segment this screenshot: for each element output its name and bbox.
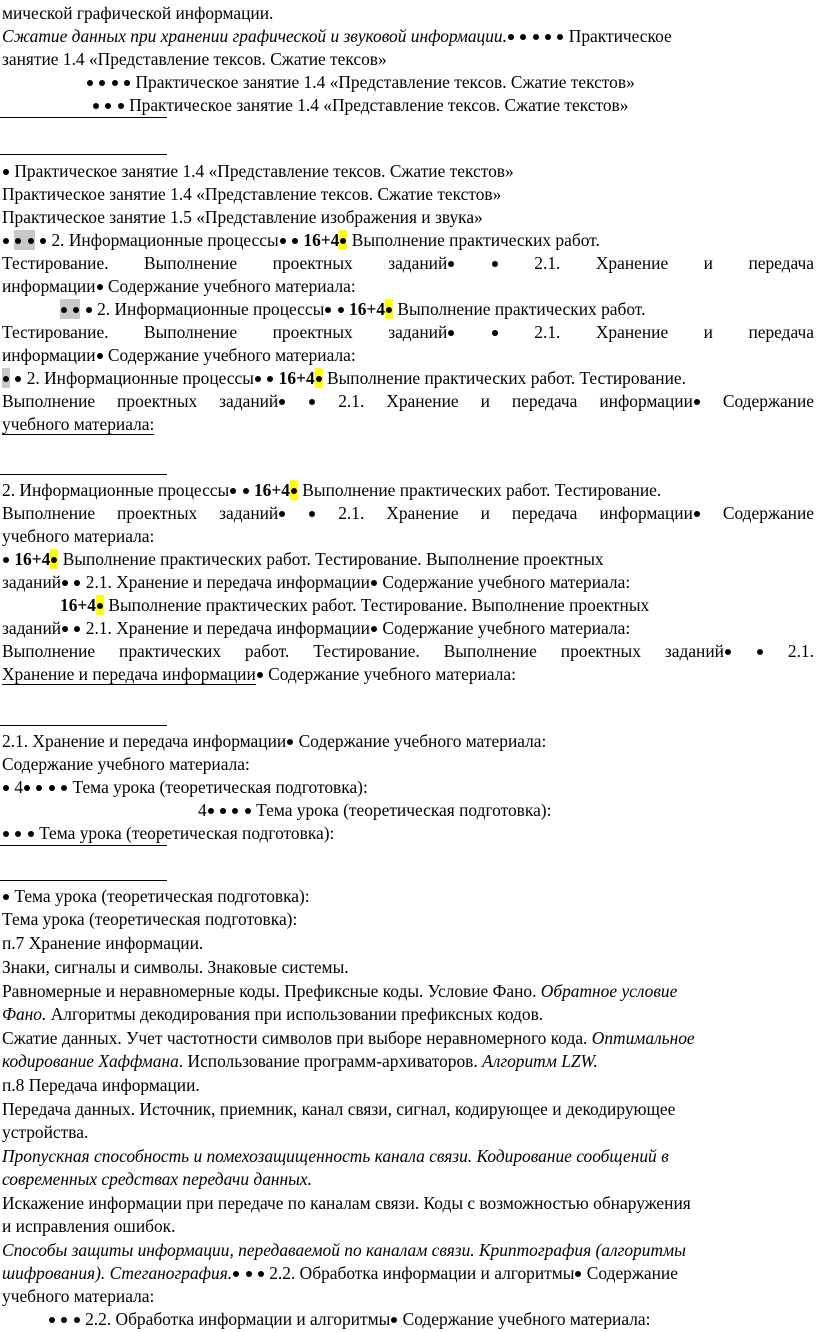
text-line [2, 1074, 814, 1097]
text-line [60, 594, 814, 617]
line-text: и исправления ошибок. [2, 1216, 176, 1236]
bullet-icon [74, 580, 80, 586]
line-text: 2.2. Обработка информации и алгоритмы [269, 1263, 575, 1283]
text-line [48, 1308, 814, 1331]
bullet-icon [93, 103, 99, 109]
line-text: Содержание учебного материала: [107, 345, 356, 365]
line-text: Выполнение практических работ. Тестирование. Выполнение проектных заданий [2, 641, 724, 661]
bullet-icon [28, 831, 34, 837]
hours-label: 16+4 [278, 368, 315, 388]
line-text: Выполнение практических работ. Тестирование. Выполнение проектных [108, 595, 650, 615]
bullet-icon [545, 34, 551, 40]
text-line [2, 367, 814, 390]
text-line [2, 822, 814, 845]
line-text: Равномерные и неравномерные коды. Префиксные коды. Условие Фано. [2, 981, 537, 1001]
line-text: заданий [2, 618, 62, 638]
line-text: Содержание учебного материала: [382, 618, 631, 638]
bullet-icon [287, 739, 293, 745]
text-line [2, 617, 814, 640]
bullet-icon [757, 649, 763, 655]
bullet-icon [3, 169, 9, 175]
bullet-icon [267, 376, 273, 382]
line-text: Практическое [568, 26, 672, 46]
text-line [2, 885, 814, 908]
text-line [2, 908, 814, 931]
line-text: Содержание учебного материала: [107, 276, 356, 296]
bullet-icon [40, 238, 46, 244]
line-text: 2. Информационные процессы [97, 299, 325, 319]
line-text: Содержание [722, 503, 814, 523]
line-text: 2.1. Хранение и передача информации [338, 391, 693, 411]
bullet-icon [118, 103, 124, 109]
bullet-icon [28, 238, 34, 244]
line-text: Тема урока (теоретическая подготовка): [39, 823, 335, 843]
line-text: Содержание [586, 1263, 678, 1283]
line-text: Тема урока (теоретическая подготовка): [256, 800, 552, 820]
line-text: Выполнение практических работ. [397, 299, 646, 319]
line-text: Содержание учебного материала: [298, 731, 547, 751]
bullet-icon [49, 1317, 55, 1323]
bullet-icon [316, 376, 322, 382]
footnote-separator [0, 725, 167, 726]
text-line [2, 548, 814, 571]
text-line [2, 48, 814, 71]
footnote-separator [0, 117, 167, 118]
section-heading: п.7 Хранение информации. [2, 933, 204, 953]
text-line [2, 956, 814, 979]
bullet-icon [61, 785, 67, 791]
bullet-icon [492, 261, 498, 267]
line-text: Практическое занятие 1.4 «Представление тексов. Сжатие текстов» [129, 95, 629, 115]
bullet-icon [386, 307, 392, 313]
bullet-icon [15, 376, 21, 382]
bullet-icon [533, 34, 539, 40]
bullet-icon [230, 488, 236, 494]
text-line [2, 275, 814, 298]
bullet-icon [448, 261, 454, 267]
line-text: учебного материала: [2, 1286, 155, 1306]
line-text: 2. Информационные процессы [2, 480, 230, 500]
line-text: Выполнение практических работ. Тестирование. [302, 480, 662, 500]
text-line [2, 1145, 814, 1168]
line-text: Алгоритмы декодирования при использовании префиксных кодов. [50, 1004, 544, 1024]
bullet-icon [340, 238, 346, 244]
line-text: заданий [2, 572, 62, 592]
bullet-icon [86, 307, 92, 313]
bullet-icon [3, 557, 9, 563]
bullet-icon [279, 399, 285, 405]
line-text: информации [2, 345, 96, 365]
text-line [2, 1027, 814, 1050]
bullet-icon [338, 307, 344, 313]
bullet-icon [3, 894, 9, 900]
text-line [2, 344, 814, 367]
bullet-icon [51, 557, 57, 563]
line-text: мической графической информации. [2, 3, 274, 23]
bullet-icon [124, 80, 130, 86]
text-line [2, 502, 814, 525]
line-text: Тема урока (теоретическая подготовка): [2, 909, 298, 929]
text-line [2, 980, 814, 1003]
bullet-icon [97, 284, 103, 290]
text-line: Выполнение практических работ. Тестирование. Выполнение проектных заданий 2.1. [2, 641, 814, 661]
line-text: 2.1. Хранение и передача [534, 322, 814, 342]
text-line [2, 571, 814, 594]
hours-label: 16+4 [349, 299, 386, 319]
hours-label: 16+4 [60, 595, 96, 615]
line-text: Выполнение проектных заданий [2, 391, 279, 411]
line-text: Тема урока (теоретическая подготовка): [14, 886, 310, 906]
line-text: Содержание [722, 391, 814, 411]
line-text: 2.2. Обработка информации и алгоритмы [85, 1309, 391, 1329]
bullet-icon [220, 808, 226, 814]
italic-text: современных средствах передачи данных. [2, 1169, 312, 1189]
bullet-icon [448, 330, 454, 336]
text-line [2, 160, 814, 183]
italic-text: Оптимальное [591, 1028, 695, 1048]
bullet-icon [280, 238, 286, 244]
line-text: информации [2, 276, 96, 296]
text-line [2, 776, 814, 799]
line-text: Тестирование. Выполнение проектных заданий [2, 253, 448, 273]
line-text: Сжатие данных. Учет частотности символов при выборе неравномерного кода. [2, 1028, 588, 1048]
line-text: занятие 1.4 «Представление тексов. Сжатие тексов» [2, 49, 387, 69]
bullet-icon [575, 1271, 581, 1277]
hours-label: 16+4 [14, 549, 51, 569]
italic-text: Обратное условие [540, 981, 678, 1001]
hours-label: 16+4 [253, 480, 290, 500]
line-text: Знаки, сигналы и символы. Знаковые системы. [2, 957, 349, 977]
bullet-icon [279, 511, 285, 517]
line-text: Искажение информации при передаче по каналам связи. Коды с возможностью обнаружения [2, 1193, 691, 1213]
bullet-icon [246, 1271, 252, 1277]
hours-label: 16+4 [303, 230, 340, 250]
bullet-icon [258, 1271, 264, 1277]
text-line [2, 1262, 814, 1285]
text-line [60, 298, 814, 321]
text-line [2, 1215, 814, 1238]
italic-text: Способы защиты информации, передаваемой по каналам связи. Криптография (алгоритмы [2, 1240, 686, 1260]
section-heading: п.8 Передача информации. [2, 1075, 200, 1095]
bullet-icon [97, 353, 103, 359]
bullet-icon [97, 603, 103, 609]
bullet-icon [112, 80, 118, 86]
bullet-icon [15, 831, 21, 837]
line-text: 2.1. Хранение и передача информации [85, 618, 370, 638]
bullet-icon [508, 34, 514, 40]
line-text: Выполнение практических работ. [351, 230, 600, 250]
text-line [2, 479, 814, 502]
text-line [2, 321, 814, 344]
line-text: 2.1. Хранение и передача информации [338, 503, 693, 523]
text-line [198, 799, 814, 822]
italic-text: кодирование Хаффмана [2, 1051, 179, 1071]
bullet-icon [371, 580, 377, 586]
bullet-icon [233, 1271, 239, 1277]
text-line [2, 413, 814, 436]
text-line [86, 71, 814, 94]
bullet-icon [325, 307, 331, 313]
line-text: 2.1. Хранение и передача информации [85, 572, 370, 592]
line-text: Содержание учебного материала: [402, 1309, 651, 1329]
line-text: 2. Информационные процессы [51, 230, 279, 250]
line-text: учебного материала: [2, 526, 155, 546]
text-line [2, 663, 814, 686]
bullet-icon [255, 376, 261, 382]
italic-text: Пропускная способность и помехозащищенность канала связи. Кодирование сообщений в [2, 1146, 669, 1166]
bullet-icon [694, 399, 700, 405]
line-text: Практическое занятие 1.4 «Представление тексов. Сжатие текстов» [2, 184, 502, 204]
bullet-icon [99, 80, 105, 86]
line-text: Выполнение практических работ. Тестирование. Выполнение проектных [62, 549, 604, 569]
line-text: Содержание учебного материала: [2, 754, 250, 774]
bullet-icon [74, 626, 80, 632]
line-text: Содержание учебного материала: [268, 664, 516, 684]
line-text: 4 [198, 800, 207, 820]
bullet-icon [243, 488, 249, 494]
bullet-icon [62, 580, 68, 586]
text-line [2, 25, 814, 48]
line-text: . Использование программ-архиваторов. [178, 1051, 478, 1071]
text-line [2, 1098, 814, 1121]
italic-text: шифрования). Стеганография. [2, 1263, 233, 1283]
text-line [2, 1192, 814, 1215]
bullet-icon [292, 238, 298, 244]
line-text: Хранение и передача информации [2, 664, 256, 684]
bullet-icon [24, 785, 30, 791]
bullet-icon [492, 330, 498, 336]
line-text: 2. Информационные процессы [26, 368, 254, 388]
line-text: Практическое занятие 1.4 «Представление тексов. Сжатие текстов» [135, 72, 635, 92]
bullet-icon [371, 626, 377, 632]
line-text: 2.1. Хранение и передача [534, 253, 814, 273]
footnote-separator [0, 154, 167, 155]
text-line: кодирование Хаффмана. Использование программ-архиваторов. Алгоритм LZW. [2, 1051, 598, 1071]
bullet-icon [232, 808, 238, 814]
bullet-icon [257, 672, 263, 678]
bullet-icon [245, 808, 251, 814]
bullet-icon [725, 649, 731, 655]
bullet-icon [73, 307, 79, 313]
text-line [92, 94, 814, 117]
bullet-icon [61, 1317, 67, 1323]
bullet-icon [694, 511, 700, 517]
bullet-icon [208, 808, 214, 814]
bullet-icon [291, 488, 297, 494]
italic-text: Фано. [2, 1004, 47, 1024]
line-text: Передача данных. Источник, приемник, канал связи, сигнал, кодирующее и декодирующее [2, 1099, 676, 1119]
text-line [2, 206, 814, 229]
text-line [2, 1239, 814, 1262]
line-text: Практическое занятие 1.4 «Представление тексов. Сжатие текстов» [14, 161, 514, 181]
text-line [2, 932, 814, 955]
line-text: 2.1. Хранение и передача информации [2, 731, 287, 751]
footnote-separator [0, 474, 167, 475]
italic-text: Алгоритм LZW [482, 1051, 594, 1071]
bullet-icon [309, 511, 315, 517]
bullet-icon [3, 831, 9, 837]
footnote-separator [0, 845, 167, 846]
bullet-icon [391, 1317, 397, 1323]
text-line [2, 390, 814, 413]
footnote-separator [0, 880, 167, 881]
bullet-icon [3, 785, 9, 791]
text-line [2, 1003, 814, 1026]
line-text: учебного материала: [2, 414, 155, 434]
text-line [2, 1168, 814, 1191]
text-line [2, 2, 814, 25]
bullet-icon [309, 399, 315, 405]
bullet-icon [105, 103, 111, 109]
line-text: Тема урока (теоретическая подготовка): [72, 777, 368, 797]
line-text: Тестирование. Выполнение проектных заданий [2, 322, 448, 342]
bullet-icon [87, 80, 93, 86]
bullet-icon [3, 376, 9, 382]
bullet-icon [74, 1317, 80, 1323]
italic-text: Сжатие данных при хранении графической и звуковой информации. [2, 26, 507, 46]
line-text: Выполнение практических работ. Тестирование. [327, 368, 686, 388]
bullet-icon [62, 626, 68, 632]
bullet-icon [15, 238, 21, 244]
bullet-icon [49, 785, 55, 791]
line-text: устройства. [2, 1122, 89, 1142]
text-line [2, 183, 814, 206]
line-text: Содержание учебного материала: [382, 572, 631, 592]
bullet-icon [3, 238, 9, 244]
text-line [2, 730, 814, 753]
line-text: Выполнение проектных заданий [2, 503, 279, 523]
text-line [2, 1285, 814, 1308]
bullet-icon [36, 785, 42, 791]
line-text: 4 [14, 777, 24, 797]
text-line [2, 525, 814, 548]
bullet-icon [61, 307, 67, 313]
text-line [2, 753, 814, 776]
text-line [2, 252, 814, 275]
line-text: Практическое занятие 1.5 «Представление изображения и звука» [2, 207, 483, 227]
bullet-icon [557, 34, 563, 40]
text-line [2, 229, 814, 252]
bullet-icon [520, 34, 526, 40]
text-line [2, 1121, 814, 1144]
